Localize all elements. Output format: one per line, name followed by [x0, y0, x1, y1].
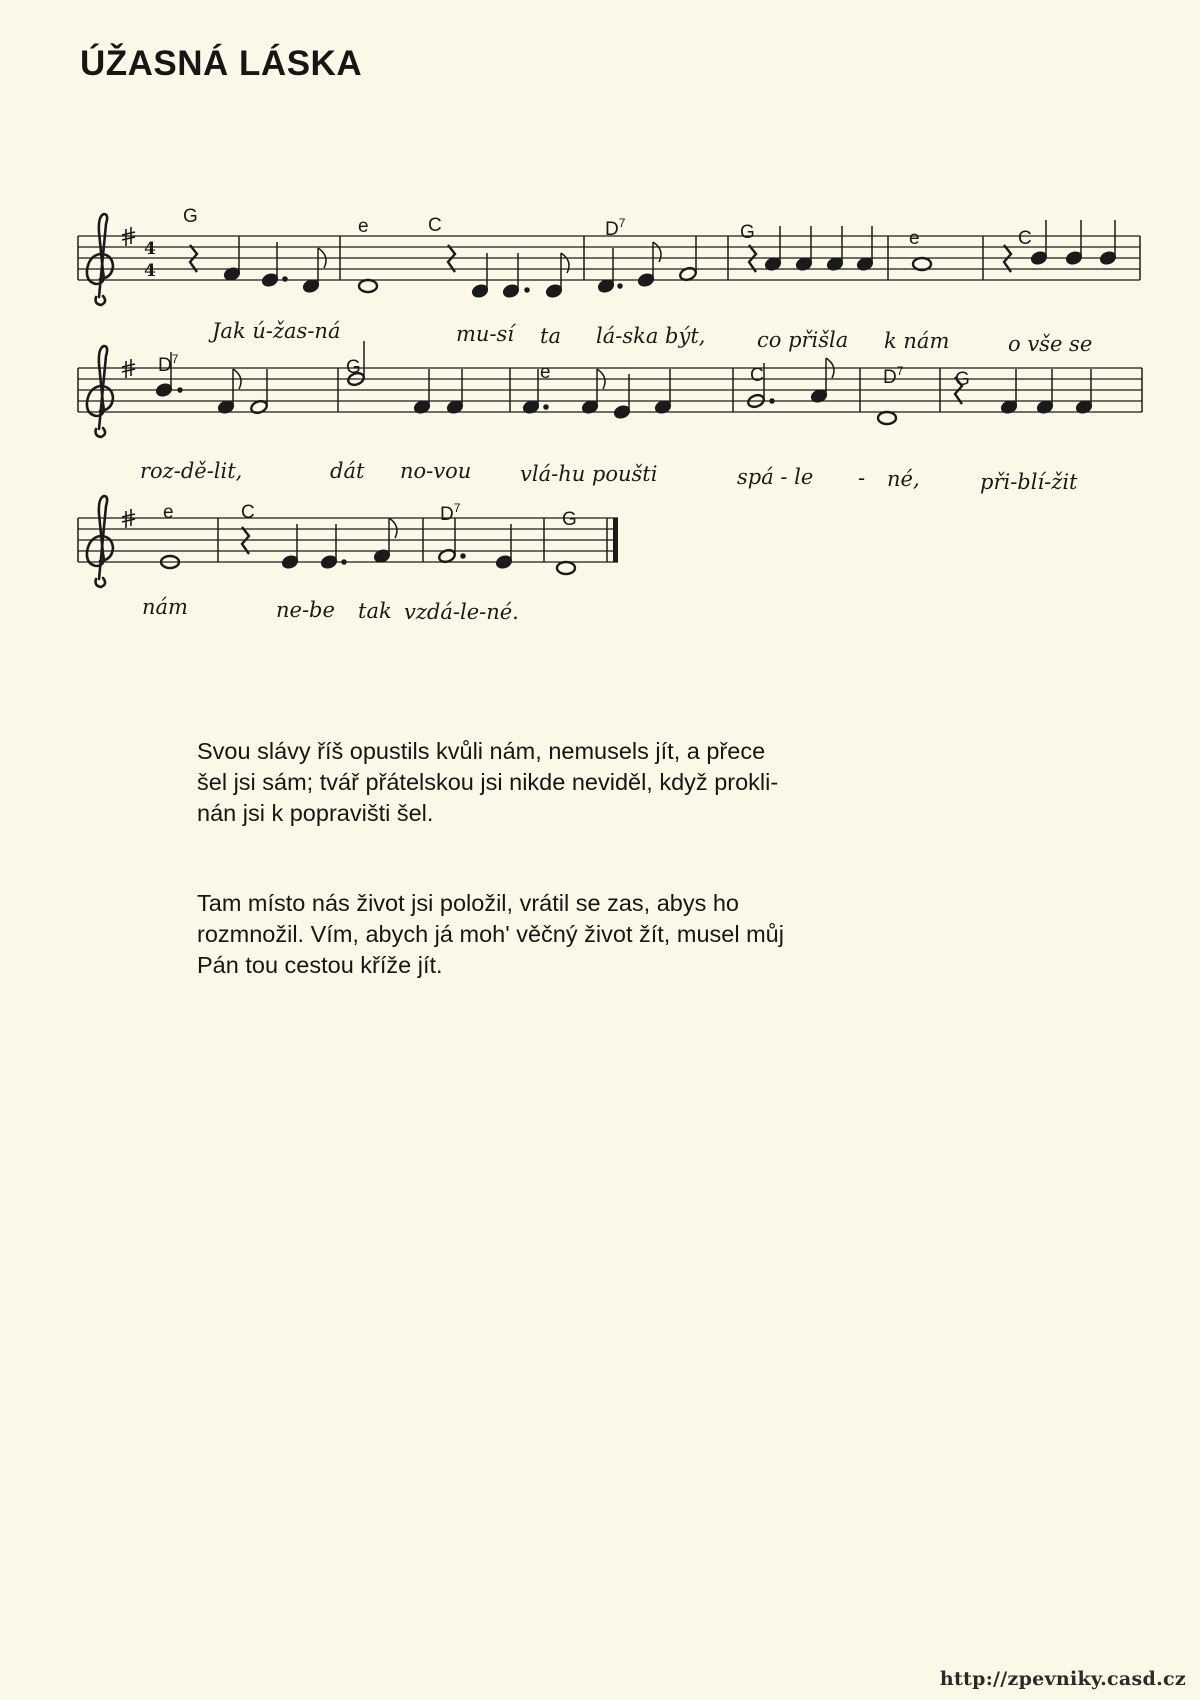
chord-symbol: C — [241, 502, 255, 523]
lyric-syllable: nám — [142, 595, 188, 619]
source-url: http://zpevniky.casd.cz — [939, 1668, 1186, 1690]
chord-symbol: G — [562, 509, 577, 530]
lyrics-line — [208, 319, 1092, 356]
music-notation — [0, 0, 1200, 640]
lyric-syllable: - — [858, 466, 866, 490]
svg-text:4: 4 — [144, 239, 156, 259]
time-signature — [144, 239, 156, 281]
lyric-syllable: ta — [540, 324, 561, 348]
chord-symbol: e — [358, 216, 369, 237]
chord-symbol: $D^7$ — [440, 501, 461, 525]
treble-clef-icon — [87, 496, 113, 587]
treble-clef-icon — [87, 346, 113, 437]
lyric-syllable: tak — [358, 599, 392, 623]
staff-system-1 — [78, 206, 1140, 356]
lyrics-line — [140, 459, 1078, 494]
chord-symbols — [158, 352, 970, 390]
chord-symbol: C — [1018, 228, 1032, 249]
chord-symbols — [183, 206, 1032, 249]
lyric-syllable: roz-dě-lit, — [140, 459, 243, 483]
chord-symbol: e — [540, 362, 551, 383]
chord-symbol: C — [428, 215, 442, 236]
verse-line: nán jsi k popravišti šel. — [197, 800, 434, 826]
chord-symbol: G — [955, 369, 970, 390]
chord-symbol: $D^7$ — [605, 216, 626, 240]
lyric-syllable: vlá-hu poušti — [520, 462, 658, 486]
chord-symbol: G — [183, 206, 198, 227]
lyric-syllable: Jak ú-žas-ná — [212, 319, 341, 343]
verse-line: Svou slávy říš opustils kvůli nám, nemusels jít, a přece — [197, 738, 766, 764]
lyric-syllable: při-blí-žit — [980, 470, 1078, 494]
lyric-syllable: spá - le — [737, 465, 814, 489]
treble-clef-icon — [87, 214, 113, 305]
staff-lines — [78, 368, 1142, 412]
chord-symbol: C — [750, 365, 764, 386]
lyric-syllable: no-vou — [400, 459, 472, 483]
chord-symbol: $D^7$ — [158, 352, 179, 376]
verse-1 — [197, 736, 987, 829]
lyric-syllable: mu-sí — [456, 322, 515, 346]
lyric-syllable: ne-be — [276, 598, 335, 622]
lyric-syllable: né, — [887, 467, 920, 491]
final-barline — [613, 518, 618, 562]
chord-symbol: G — [346, 357, 361, 378]
lyric-syllable: k nám — [884, 329, 950, 353]
chord-symbols — [163, 501, 577, 530]
notes — [161, 518, 575, 574]
lyric-syllable: lá-ska být, — [596, 324, 706, 348]
lyric-syllable: vzdá-le-né. — [404, 600, 519, 624]
verse-line: rozmnožil. Vím, abych já moh' věčný život žít, musel můj — [197, 921, 784, 947]
staff-lines — [78, 518, 618, 562]
chord-symbol: $D^7$ — [883, 364, 904, 388]
lyric-syllable: o vše se — [1008, 332, 1093, 356]
lyric-syllable: co přišla — [757, 328, 849, 352]
verse-2 — [197, 888, 987, 981]
song-title: ÚŽASNÁ LÁSKA — [80, 44, 363, 83]
verse-line: Tam místo nás život jsi položil, vrátil se zas, abys ho — [197, 890, 740, 916]
staff-system-2 — [78, 341, 1142, 494]
verse-line: Pán tou cestou kříže jít. — [197, 952, 443, 978]
chord-symbol: e — [909, 228, 920, 249]
chord-symbol: e — [163, 502, 174, 523]
staff-system-3 — [78, 496, 618, 624]
lyrics-line — [142, 595, 519, 624]
lyric-syllable: dát — [330, 459, 365, 483]
verse-line: šel jsi sám; tvář přátelskou jsi nikde neviděl, když prokli- — [197, 769, 779, 795]
svg-text:4: 4 — [144, 261, 156, 281]
chord-symbol: G — [740, 222, 755, 243]
